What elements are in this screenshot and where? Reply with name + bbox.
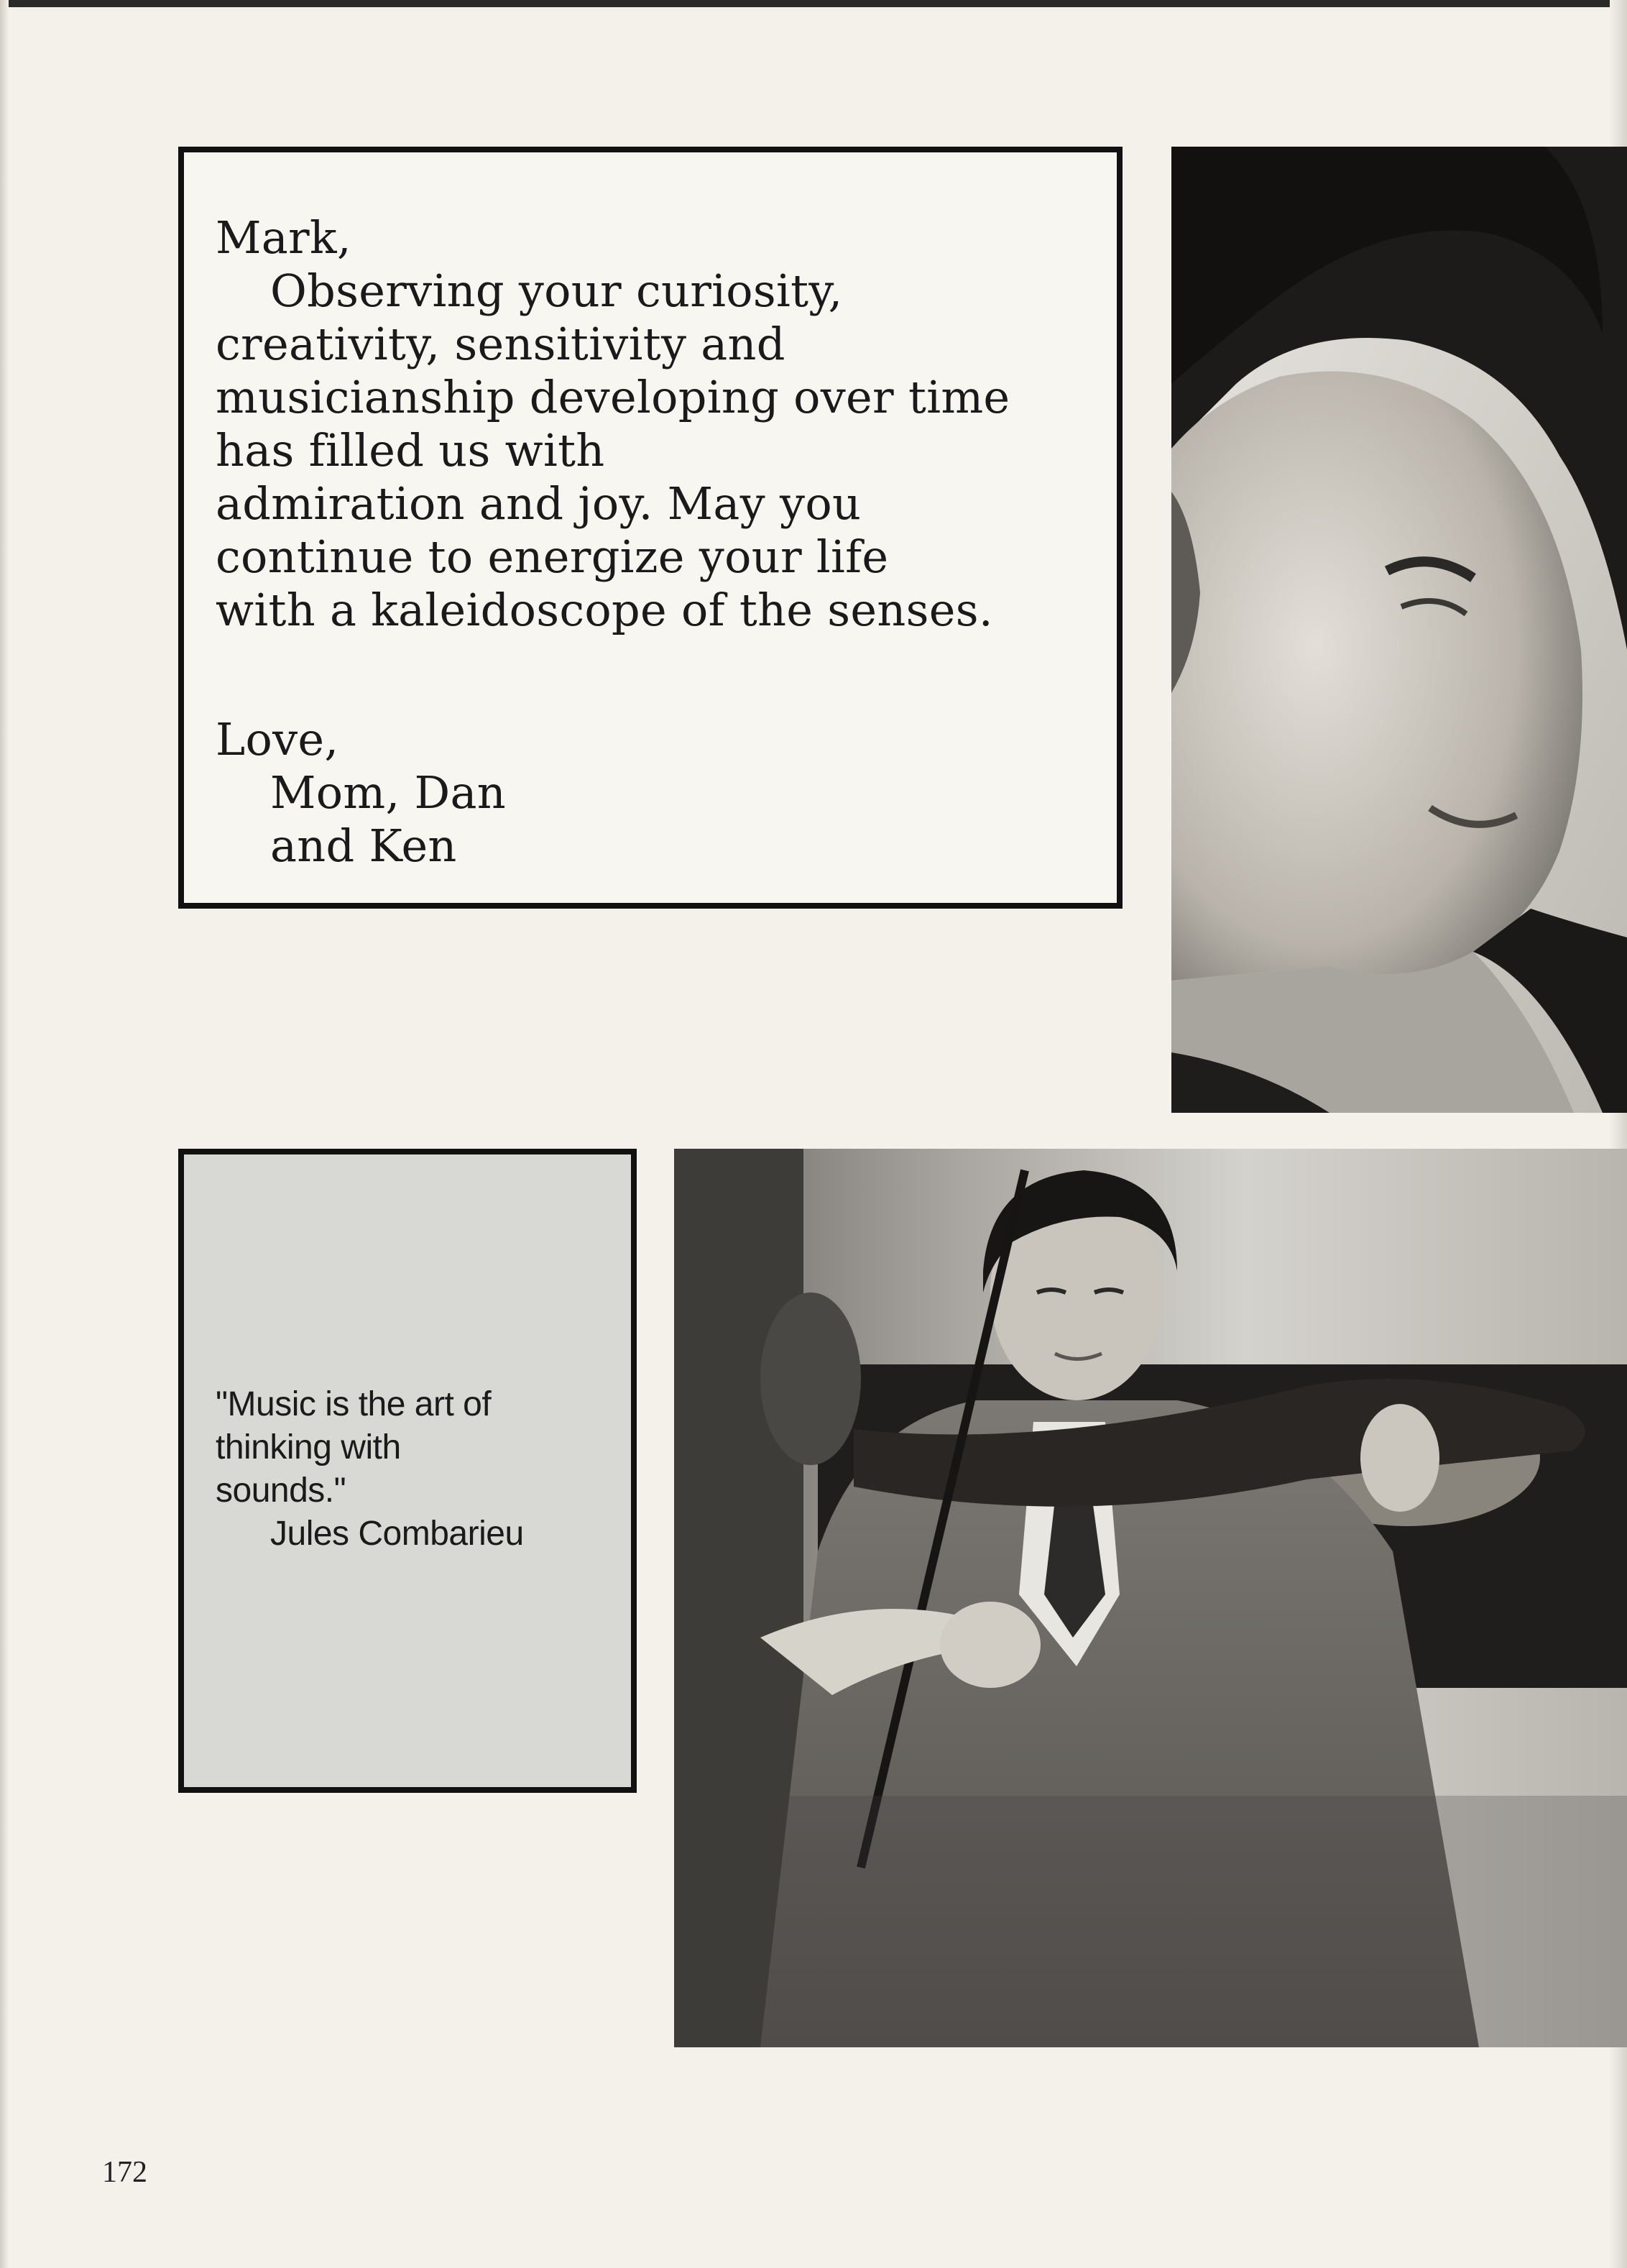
quote-line: sounds." <box>216 1472 346 1510</box>
letter-line: musicianship developing over time <box>216 371 1010 423</box>
letter-greeting: Mark, <box>216 211 351 264</box>
quote-box <box>178 1149 637 1793</box>
letter-line: creativity, sensitivity and <box>216 318 785 370</box>
page-number: 172 <box>102 2156 147 2189</box>
child-portrait-photo <box>1171 147 1627 1113</box>
quote-author: Jules Combarieu <box>270 1515 524 1553</box>
letter-line: with a kaleidoscope of the senses. <box>216 584 993 636</box>
page-binding-edge <box>0 0 9 2268</box>
letter-line: has filled us with <box>216 424 605 477</box>
letter-closing: Love, <box>216 713 339 766</box>
letter-line: Observing your curiosity, <box>270 265 843 317</box>
violinist-photo <box>674 1149 1627 2047</box>
quote-line: "Music is the art of <box>216 1385 492 1423</box>
letter-line: admiration and joy. May you <box>216 477 862 530</box>
letter-signature-line: and Ken <box>270 819 457 872</box>
letter-spacer <box>216 637 1117 713</box>
letter-line: continue to energize your life <box>216 531 889 583</box>
dedication-letter-box <box>178 147 1123 909</box>
page-top-border <box>0 0 1627 7</box>
child-portrait-illustration <box>1171 147 1627 1113</box>
quote-line: thinking with <box>216 1428 401 1466</box>
violinist-illustration <box>674 1149 1627 2047</box>
letter-signature-line: Mom, Dan <box>270 766 507 819</box>
